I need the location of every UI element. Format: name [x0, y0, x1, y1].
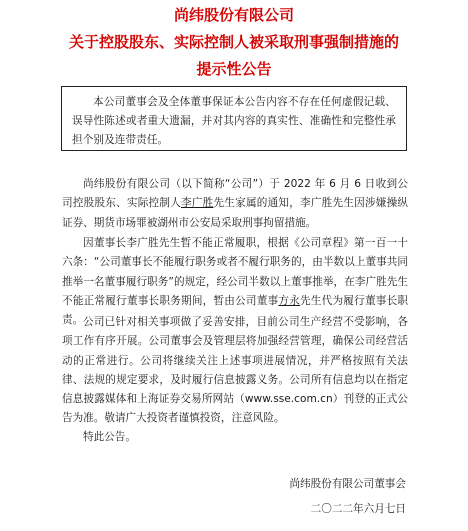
paragraph-closing: 特此公告。: [83, 431, 136, 443]
company-title: 尚纬股份有限公司: [173, 6, 294, 24]
paragraph-text: 尚纬股份有限公司（以下简称“公司”）于 2022 年 6 月 6 日收到公司控股股东、实际控制人: [62, 178, 408, 210]
person-name-fang-yong: 方永: [278, 294, 301, 307]
person-name-li-guangsheng: 李广胜: [181, 197, 214, 210]
announcement-title-line1: 关于控股股东、实际控制人被采取刑事强制措施的: [68, 33, 399, 51]
signature-organization: 尚纬股份有限公司董事会: [289, 478, 406, 490]
paragraph-text: 先生代为履行董事长职责。: [62, 294, 409, 327]
paragraph-text: 先生家属的通知，李广胜先生因涉嫌操纵证券、期货市场罪被湖州市公安局采取刑事拘留措施。: [62, 197, 409, 229]
signature-date: 二〇二二年六月七日: [310, 503, 406, 515]
paragraph-text: 因董事长李广胜先生暂不能正常履职，根据《公司章程》第一百一十六条：“公司董事长不能履行职务或者不履行职务的，由半数以上董事共同推举一名董事履行职务”的规定，经公司半数以上董事推举，在李广胜先生不能正常履行董事长职务期间，暂由公司董事: [62, 237, 408, 307]
announcement-title-line2: 提示性公告: [196, 60, 272, 78]
board-declaration-box: 本公司董事会及全体董事保证本公告内容不存在任何虚假记载、误导性陈述或者重大遗漏，并对其内容的真实性、准确性和完整性承担个别及连带责任。: [61, 86, 407, 151]
paragraph-detention-notice: [62, 175, 408, 233]
paragraph-operations: 公司已针对相关事项做了妥善安排，目前公司生产经营不受影响，各项工作有序开展。公司董事会及管理层将加强经营管理，确保公司经营活动的正常进行。公司将继续关注上述事项进展情况，并严格按照有关法律、法规的规定要求，及时履行信息披露义务。公司所有信息均以在指定信息披露媒体和上海证券交易所网站（www.sse.com.cn）刊登的正式公告为准。敬请广大投资者谨慎投资，注意风险。: [62, 316, 408, 425]
